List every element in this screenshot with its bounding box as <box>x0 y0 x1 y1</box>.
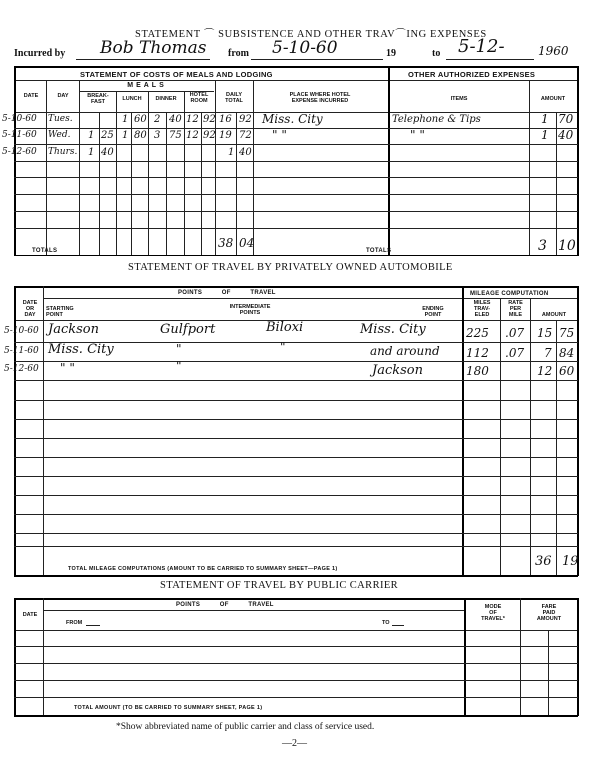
auto-inter1[interactable]: " <box>176 342 182 356</box>
meals-section-title: STATEMENT OF COSTS OF MEALS AND LODGING <box>80 70 273 79</box>
mileage-label: MILEAGE COMPUTATION <box>470 291 549 297</box>
auto-amount-dollars[interactable]: 12 <box>537 364 553 378</box>
hotel-cents[interactable]: 92 <box>203 114 216 125</box>
auto-inter2[interactable]: " <box>280 340 286 354</box>
meals-total-dollars[interactable]: 38 <box>218 236 234 250</box>
col-amount: AMOUNT <box>540 96 566 102</box>
col-day: DAY <box>57 93 69 99</box>
auto-start[interactable]: " " <box>60 361 75 375</box>
incurred-by-value[interactable]: Bob Thomas <box>100 38 207 58</box>
breakfast-dollars[interactable]: 1 <box>88 147 95 158</box>
place-value[interactable]: Miss. City <box>262 112 323 126</box>
col-breakfast: BREAK- FAST <box>87 93 109 105</box>
to-value[interactable]: 5-12- <box>458 36 505 57</box>
lunch-dollars[interactable]: 1 <box>122 114 129 125</box>
auto-amount-cents[interactable]: 84 <box>559 346 575 360</box>
daily-dollars[interactable]: 1 <box>228 147 235 158</box>
lunch-dollars[interactable]: 1 <box>122 130 129 141</box>
carrier-col-date: DATE <box>22 612 38 618</box>
daily-dollars[interactable]: 16 <box>219 114 232 125</box>
place-value[interactable]: " " <box>272 128 287 142</box>
daily-cents[interactable]: 40 <box>239 147 252 158</box>
auto-end[interactable]: Jackson <box>372 363 423 378</box>
carrier-total-label: TOTAL AMOUNT (TO BE CARRIED TO SUMMARY SHEET, PAGE 1) <box>74 705 263 711</box>
auto-end[interactable]: and around <box>370 344 440 358</box>
meals-date[interactable]: 5-10-60 <box>2 114 37 124</box>
hotel-dollars[interactable]: 12 <box>186 130 199 141</box>
dinner-cents[interactable]: 75 <box>169 130 182 141</box>
carrier-col-mode: MODE OF TRAVEL* <box>481 604 505 622</box>
dinner-dollars[interactable]: 3 <box>154 130 161 141</box>
amount-cents[interactable]: 70 <box>558 112 574 126</box>
auto-date[interactable]: 5-10-60 <box>4 326 39 336</box>
col-dinner: DINNER <box>155 96 177 102</box>
auto-miles[interactable]: 180 <box>466 364 489 378</box>
hotel-cents[interactable]: 92 <box>203 130 216 141</box>
col-daily-total: DAILY TOTAL <box>225 92 243 104</box>
breakfast-cents[interactable]: 40 <box>101 147 114 158</box>
auto-amount-dollars[interactable]: 7 <box>544 346 552 360</box>
auto-col-miles: MILES TRAV- ELED <box>473 300 491 318</box>
year1-label: 19 <box>386 48 396 59</box>
carrier-section-title: STATEMENT OF TRAVEL BY PUBLIC CARRIER <box>160 580 399 591</box>
auto-inter2[interactable]: Biloxi <box>266 320 304 335</box>
other-expenses-title: OTHER AUTHORIZED EXPENSES <box>408 70 536 79</box>
auto-miles[interactable]: 112 <box>466 346 489 360</box>
auto-end[interactable]: Miss. City <box>360 322 426 337</box>
daily-dollars[interactable]: 19 <box>219 130 232 141</box>
auto-col-intermediate: INTERMEDIATE POINTS <box>229 304 271 316</box>
auto-points-label: POINTS OF TRAVEL <box>178 290 276 296</box>
auto-date[interactable]: 5-12-60 <box>4 364 39 374</box>
other-total-dollars[interactable]: 3 <box>538 238 547 254</box>
auto-col-amount: AMOUNT <box>541 312 567 318</box>
hotel-dollars[interactable]: 12 <box>186 114 199 125</box>
auto-rate[interactable]: .07 <box>505 346 525 360</box>
amount-dollars[interactable]: 1 <box>541 112 549 126</box>
amount-cents[interactable]: 40 <box>558 128 574 142</box>
year2-value[interactable]: 1960 <box>538 44 569 58</box>
auto-col-rate: RATE PER MILE <box>508 300 523 318</box>
breakfast-cents[interactable]: 25 <box>101 130 114 141</box>
from-value[interactable]: 5-10-60 <box>272 38 338 58</box>
auto-col-end: ENDING POINT <box>422 306 444 318</box>
other-total-cents[interactable]: 10 <box>558 238 576 254</box>
col-date: DATE <box>23 93 39 99</box>
meals-date[interactable]: 5-12-60 <box>2 147 37 157</box>
auto-total-label: TOTAL MILEAGE COMPUTATIONS (AMOUNT TO BE CARRIED TO SUMMARY SHEET—PAGE 1) <box>68 566 338 572</box>
auto-total-cents[interactable]: 19 <box>562 554 579 569</box>
carrier-col-from: FROM <box>66 620 83 626</box>
col-hotel: HOTEL ROOM <box>189 92 209 104</box>
lunch-cents[interactable]: 60 <box>134 114 147 125</box>
carrier-points-label: POINTS OF TRAVEL <box>176 602 274 608</box>
auto-amount-dollars[interactable]: 15 <box>537 326 553 340</box>
breakfast-dollars[interactable]: 1 <box>88 130 95 141</box>
auto-col-start: STARTING POINT <box>46 306 74 318</box>
amount-dollars[interactable]: 1 <box>541 128 549 142</box>
footnote: *Show abbreviated name of public carrier and class of service used. <box>116 722 375 732</box>
carrier-col-to: TO <box>382 620 390 626</box>
from-label: from <box>228 48 249 59</box>
auto-start[interactable]: Jackson <box>48 322 99 337</box>
to-label: to <box>432 48 441 59</box>
incurred-by-label: Incurred by <box>14 48 66 59</box>
lunch-cents[interactable]: 80 <box>134 130 147 141</box>
carrier-col-fare: FARE PAID AMOUNT <box>536 604 562 622</box>
meals-day[interactable]: Wed. <box>48 130 71 140</box>
auto-start[interactable]: Miss. City <box>48 342 114 357</box>
auto-rate[interactable]: .07 <box>505 326 525 340</box>
auto-inter1[interactable]: " <box>176 359 182 373</box>
auto-total-dollars[interactable]: 36 <box>535 554 552 569</box>
auto-col-date: DATE OR DAY <box>22 300 38 318</box>
item-value[interactable]: " " <box>410 128 425 142</box>
col-lunch: LUNCH <box>122 96 142 102</box>
other-totals-label: TOTALS <box>366 248 392 254</box>
page-title: STATEMENT ⌒ SUBSISTENCE AND OTHER TRAV⌒ING EXPENSES <box>135 29 487 40</box>
meals-total-cents[interactable]: 04 <box>239 236 255 250</box>
dinner-dollars[interactable]: 2 <box>154 114 161 125</box>
auto-miles[interactable]: 225 <box>466 326 489 340</box>
page-number: —2— <box>282 738 307 749</box>
col-meals: MEALS <box>127 82 167 89</box>
daily-cents[interactable]: 72 <box>239 130 252 141</box>
meals-day[interactable]: Thurs. <box>48 147 78 157</box>
auto-amount-cents[interactable]: 60 <box>559 364 575 378</box>
col-place: PLACE WHERE HOTEL EXPENSE INCURRED <box>289 92 351 104</box>
item-value[interactable]: Telephone & Tips <box>392 114 481 125</box>
meals-totals-label: TOTALS <box>32 248 58 254</box>
auto-inter1[interactable]: Gulfport <box>160 322 216 337</box>
dinner-cents[interactable]: 40 <box>169 114 182 125</box>
meals-day[interactable]: Tues. <box>48 114 73 124</box>
col-items: ITEMS <box>450 96 468 102</box>
auto-amount-cents[interactable]: 75 <box>559 326 575 340</box>
auto-date[interactable]: 5-11-60 <box>4 346 39 356</box>
meals-date[interactable]: 5-11-60 <box>2 130 37 140</box>
auto-section-title: STATEMENT OF TRAVEL BY PRIVATELY OWNED AUTOMOBILE <box>128 262 453 273</box>
daily-cents[interactable]: 92 <box>239 114 252 125</box>
